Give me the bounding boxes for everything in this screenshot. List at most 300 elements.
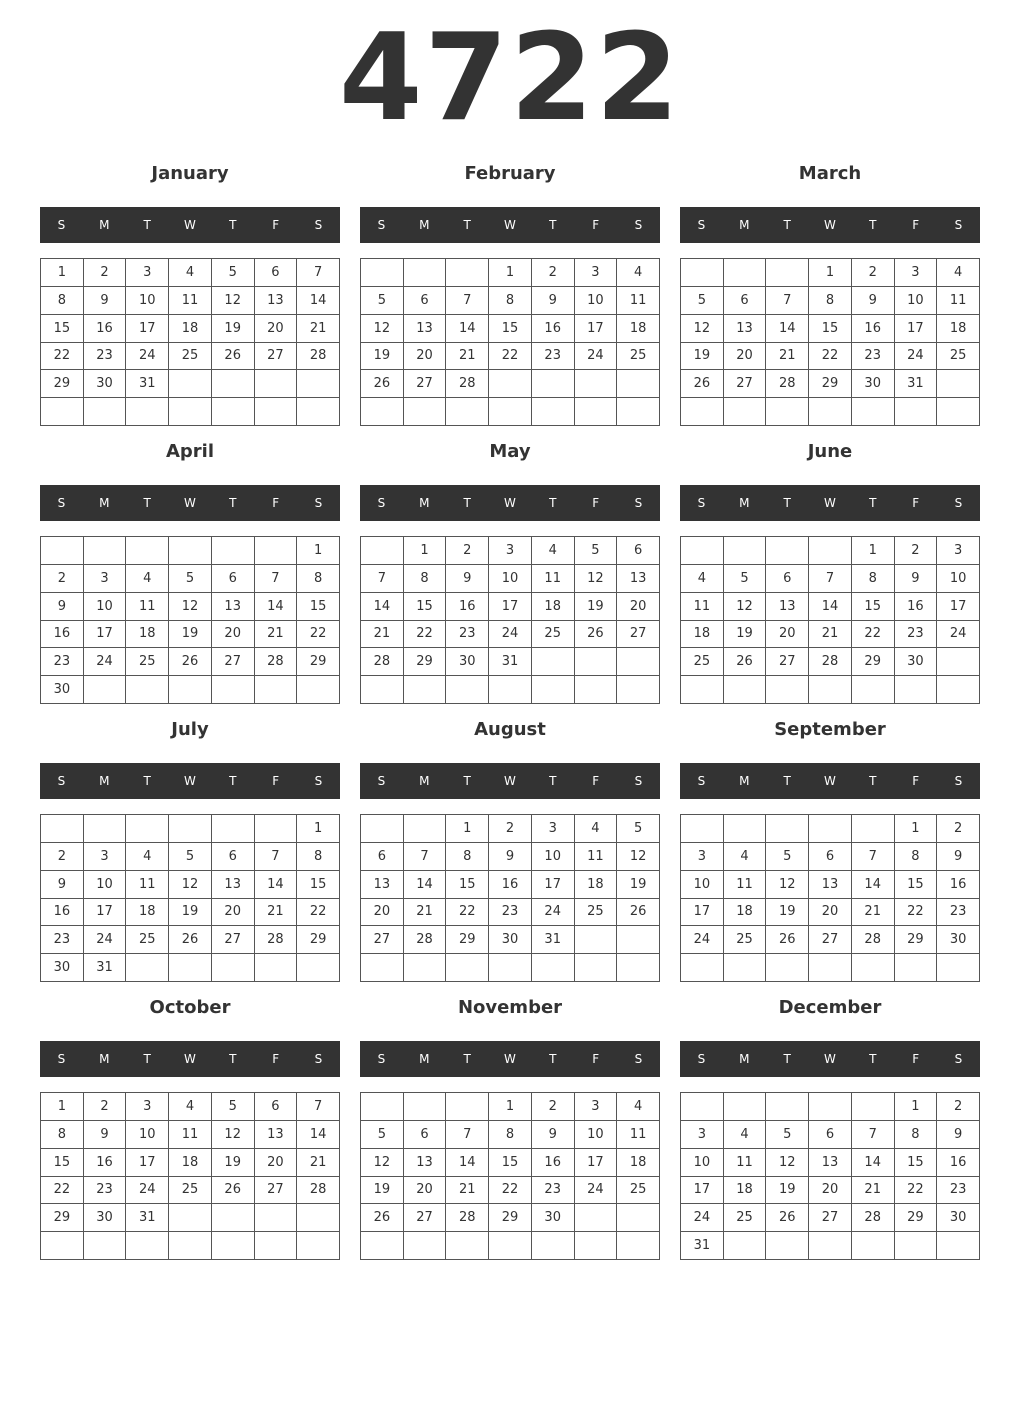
empty-day-cell [724, 954, 767, 982]
empty-day-cell [446, 259, 489, 287]
day-cell: 25 [724, 926, 767, 954]
weekday-header [360, 763, 660, 799]
empty-day-cell [852, 954, 895, 982]
day-cell: 13 [766, 593, 809, 621]
day-cell: 14 [766, 315, 809, 343]
month-name: October [149, 997, 231, 1018]
day-cell: 8 [446, 843, 489, 871]
day-cell: 11 [617, 287, 660, 315]
day-cell: 10 [681, 1149, 724, 1177]
day-cell: 12 [212, 1121, 255, 1149]
empty-day-cell [255, 1232, 298, 1260]
empty-day-cell [766, 1232, 809, 1260]
day-cell: 6 [724, 287, 767, 315]
day-cell: 18 [126, 621, 169, 649]
day-cell: 30 [446, 648, 489, 676]
day-cell: 7 [297, 259, 340, 287]
empty-day-cell [809, 954, 852, 982]
day-cell: 5 [212, 1093, 255, 1121]
day-cell: 23 [41, 926, 84, 954]
day-cell: 9 [41, 871, 84, 899]
day-cell: 20 [809, 899, 852, 927]
day-cell: 10 [937, 565, 980, 593]
day-cell: 11 [575, 843, 618, 871]
empty-day-cell [852, 398, 895, 426]
day-cell: 9 [489, 843, 532, 871]
day-cell: 20 [724, 343, 767, 371]
day-cell: 15 [809, 315, 852, 343]
weekday-label: S [954, 496, 963, 510]
day-cell: 15 [404, 593, 447, 621]
day-cell: 5 [212, 259, 255, 287]
day-cell: 19 [212, 1149, 255, 1177]
empty-day-cell [895, 676, 938, 704]
day-cell: 14 [297, 1121, 340, 1149]
weekday-label: W [504, 496, 516, 510]
day-cell: 19 [361, 1177, 404, 1205]
day-cell: 26 [361, 370, 404, 398]
day-cell: 12 [212, 287, 255, 315]
day-cell: 21 [446, 1177, 489, 1205]
empty-day-cell [617, 676, 660, 704]
day-cell: 30 [84, 370, 127, 398]
day-cell: 7 [852, 843, 895, 871]
day-cell: 4 [126, 565, 169, 593]
day-cell: 19 [766, 1177, 809, 1205]
day-cell: 12 [617, 843, 660, 871]
day-cell: 16 [937, 871, 980, 899]
day-cell: 18 [724, 1177, 767, 1205]
weekday-label: T [229, 1052, 237, 1066]
day-cell: 20 [617, 593, 660, 621]
day-cell: 23 [84, 1177, 127, 1205]
weekday-label: S [57, 1052, 66, 1066]
empty-day-cell [212, 676, 255, 704]
weekday-label: S [377, 774, 386, 788]
weekday-label: S [57, 218, 66, 232]
day-cell: 19 [617, 871, 660, 899]
day-cell: 15 [852, 593, 895, 621]
weekday-label: M [419, 496, 430, 510]
day-cell: 23 [84, 343, 127, 371]
empty-day-cell [937, 370, 980, 398]
day-cell: 26 [169, 648, 212, 676]
day-cell: 28 [255, 648, 298, 676]
day-cell: 7 [446, 287, 489, 315]
day-cell: 19 [575, 593, 618, 621]
day-cell: 5 [681, 287, 724, 315]
day-cell: 14 [446, 315, 489, 343]
day-cell: 28 [446, 1204, 489, 1232]
empty-day-cell [724, 1232, 767, 1260]
weekday-label: T [549, 218, 557, 232]
month-name: November [457, 997, 563, 1018]
empty-day-cell [361, 1093, 404, 1121]
day-cell: 29 [297, 648, 340, 676]
day-cell: 10 [489, 565, 532, 593]
day-cell: 6 [255, 259, 298, 287]
empty-day-cell [681, 1093, 724, 1121]
day-cell: 26 [766, 926, 809, 954]
day-cell: 1 [41, 259, 84, 287]
empty-day-cell [126, 954, 169, 982]
day-cell: 14 [404, 871, 447, 899]
day-cell: 15 [446, 871, 489, 899]
days-grid [40, 1092, 340, 1260]
day-cell: 30 [895, 648, 938, 676]
day-cell: 1 [489, 259, 532, 287]
day-cell: 12 [766, 871, 809, 899]
day-cell: 11 [937, 287, 980, 315]
day-cell: 18 [617, 1149, 660, 1177]
empty-day-cell [84, 815, 127, 843]
empty-day-cell [84, 676, 127, 704]
weekday-label: F [272, 774, 280, 788]
empty-day-cell [446, 954, 489, 982]
day-cell: 29 [446, 926, 489, 954]
day-cell: 14 [809, 593, 852, 621]
empty-day-cell [489, 1232, 532, 1260]
empty-day-cell [532, 398, 575, 426]
empty-day-cell [766, 1093, 809, 1121]
day-cell: 10 [84, 871, 127, 899]
day-cell: 15 [895, 1149, 938, 1177]
empty-day-cell [255, 954, 298, 982]
day-cell: 27 [255, 343, 298, 371]
weekday-label: S [377, 496, 386, 510]
month-name: May [489, 441, 531, 462]
empty-day-cell [809, 1232, 852, 1260]
empty-day-cell [404, 1232, 447, 1260]
day-cell: 27 [809, 926, 852, 954]
weekday-label: M [99, 774, 110, 788]
month-name: March [798, 163, 862, 184]
day-cell: 11 [126, 871, 169, 899]
weekday-label: W [504, 1052, 516, 1066]
empty-day-cell [169, 1204, 212, 1232]
day-cell: 16 [41, 621, 84, 649]
empty-day-cell [895, 1232, 938, 1260]
day-cell: 3 [532, 815, 575, 843]
days-grid [680, 1092, 980, 1260]
weekday-label: S [634, 218, 643, 232]
day-cell: 6 [361, 843, 404, 871]
empty-day-cell [724, 815, 767, 843]
empty-day-cell [681, 676, 724, 704]
month-name: February [464, 163, 556, 184]
day-cell: 17 [489, 593, 532, 621]
day-cell: 19 [766, 899, 809, 927]
day-cell: 17 [575, 1149, 618, 1177]
empty-day-cell [212, 370, 255, 398]
day-cell: 18 [532, 593, 575, 621]
empty-day-cell [404, 676, 447, 704]
day-cell: 7 [297, 1093, 340, 1121]
day-cell: 31 [532, 926, 575, 954]
day-cell: 12 [361, 315, 404, 343]
day-cell: 8 [489, 287, 532, 315]
day-cell: 12 [169, 593, 212, 621]
day-cell: 18 [169, 315, 212, 343]
day-cell: 5 [724, 565, 767, 593]
empty-day-cell [126, 537, 169, 565]
day-cell: 4 [724, 843, 767, 871]
day-cell: 23 [41, 648, 84, 676]
day-cell: 5 [169, 843, 212, 871]
day-cell: 22 [41, 1177, 84, 1205]
day-cell: 26 [212, 343, 255, 371]
day-cell: 22 [41, 343, 84, 371]
day-cell: 16 [489, 871, 532, 899]
day-cell: 3 [575, 259, 618, 287]
weekday-label: W [824, 496, 836, 510]
day-cell: 17 [126, 315, 169, 343]
empty-day-cell [617, 370, 660, 398]
day-cell: 11 [681, 593, 724, 621]
day-cell: 15 [41, 315, 84, 343]
day-cell: 19 [212, 315, 255, 343]
day-cell: 17 [681, 899, 724, 927]
weekday-label: S [314, 1052, 323, 1066]
weekday-label: T [229, 774, 237, 788]
weekday-label: M [739, 774, 750, 788]
day-cell: 21 [809, 621, 852, 649]
day-cell: 25 [724, 1204, 767, 1232]
day-cell: 27 [361, 926, 404, 954]
day-cell: 31 [895, 370, 938, 398]
empty-day-cell [489, 954, 532, 982]
weekday-label: M [419, 218, 430, 232]
day-cell: 13 [404, 315, 447, 343]
weekday-label: W [824, 218, 836, 232]
day-cell: 16 [41, 899, 84, 927]
day-cell: 20 [255, 315, 298, 343]
weekday-label: S [697, 1052, 706, 1066]
day-cell: 22 [489, 1177, 532, 1205]
weekday-label: T [869, 496, 877, 510]
weekday-label: S [314, 496, 323, 510]
day-cell: 2 [41, 843, 84, 871]
days-grid [680, 536, 980, 704]
day-cell: 28 [809, 648, 852, 676]
day-cell: 4 [617, 259, 660, 287]
day-cell: 27 [404, 370, 447, 398]
empty-day-cell [681, 954, 724, 982]
day-cell: 23 [895, 621, 938, 649]
days-grid [360, 258, 660, 426]
weekday-label: W [824, 774, 836, 788]
day-cell: 27 [809, 1204, 852, 1232]
day-cell: 21 [297, 315, 340, 343]
empty-day-cell [212, 815, 255, 843]
empty-day-cell [126, 1232, 169, 1260]
weekday-label: F [272, 218, 280, 232]
day-cell: 2 [937, 1093, 980, 1121]
day-cell: 17 [681, 1177, 724, 1205]
weekday-label: S [314, 774, 323, 788]
day-cell: 7 [255, 843, 298, 871]
weekday-header [40, 763, 340, 799]
day-cell: 24 [895, 343, 938, 371]
day-cell: 9 [84, 287, 127, 315]
day-cell: 5 [169, 565, 212, 593]
empty-day-cell [361, 259, 404, 287]
day-cell: 26 [766, 1204, 809, 1232]
weekday-label: S [634, 496, 643, 510]
day-cell: 25 [169, 1177, 212, 1205]
empty-day-cell [41, 1232, 84, 1260]
weekday-label: S [634, 774, 643, 788]
day-cell: 28 [404, 926, 447, 954]
empty-day-cell [297, 370, 340, 398]
day-cell: 4 [126, 843, 169, 871]
day-cell: 12 [575, 565, 618, 593]
day-cell: 2 [937, 815, 980, 843]
empty-day-cell [212, 954, 255, 982]
day-cell: 31 [489, 648, 532, 676]
empty-day-cell [169, 398, 212, 426]
empty-day-cell [404, 259, 447, 287]
day-cell: 3 [681, 843, 724, 871]
empty-day-cell [766, 259, 809, 287]
weekday-label: M [99, 218, 110, 232]
empty-day-cell [361, 954, 404, 982]
day-cell: 4 [681, 565, 724, 593]
weekday-label: S [377, 1052, 386, 1066]
days-grid [40, 536, 340, 704]
day-cell: 3 [126, 259, 169, 287]
day-cell: 6 [617, 537, 660, 565]
day-cell: 25 [169, 343, 212, 371]
day-cell: 8 [489, 1121, 532, 1149]
empty-day-cell [809, 537, 852, 565]
weekday-label: M [419, 774, 430, 788]
day-cell: 17 [84, 621, 127, 649]
weekday-label: S [954, 1052, 963, 1066]
day-cell: 12 [766, 1149, 809, 1177]
day-cell: 26 [361, 1204, 404, 1232]
empty-day-cell [446, 398, 489, 426]
day-cell: 13 [404, 1149, 447, 1177]
year-title: 4722 [339, 9, 681, 148]
day-cell: 7 [852, 1121, 895, 1149]
day-cell: 1 [446, 815, 489, 843]
empty-day-cell [169, 676, 212, 704]
empty-day-cell [617, 1204, 660, 1232]
day-cell: 25 [617, 343, 660, 371]
empty-day-cell [361, 815, 404, 843]
day-cell: 5 [361, 1121, 404, 1149]
day-cell: 17 [126, 1149, 169, 1177]
weekday-header [40, 1041, 340, 1077]
day-cell: 11 [617, 1121, 660, 1149]
day-cell: 6 [212, 565, 255, 593]
weekday-label: T [869, 218, 877, 232]
weekday-label: F [592, 496, 600, 510]
day-cell: 8 [895, 1121, 938, 1149]
days-grid [680, 258, 980, 426]
empty-day-cell [724, 537, 767, 565]
empty-day-cell [724, 259, 767, 287]
day-cell: 18 [169, 1149, 212, 1177]
weekday-label: S [57, 496, 66, 510]
day-cell: 22 [895, 1177, 938, 1205]
empty-day-cell [126, 398, 169, 426]
empty-day-cell [489, 370, 532, 398]
empty-day-cell [404, 815, 447, 843]
day-cell: 23 [937, 1177, 980, 1205]
weekday-label: M [739, 218, 750, 232]
weekday-label: S [954, 218, 963, 232]
day-cell: 9 [446, 565, 489, 593]
day-cell: 18 [617, 315, 660, 343]
weekday-header [40, 485, 340, 521]
empty-day-cell [852, 1232, 895, 1260]
weekday-label: T [549, 496, 557, 510]
day-cell: 22 [489, 343, 532, 371]
day-cell: 27 [212, 926, 255, 954]
empty-day-cell [126, 676, 169, 704]
weekday-label: W [824, 1052, 836, 1066]
day-cell: 17 [575, 315, 618, 343]
month-name: June [807, 441, 853, 462]
empty-day-cell [532, 648, 575, 676]
empty-day-cell [809, 676, 852, 704]
day-cell: 10 [575, 1121, 618, 1149]
day-cell: 24 [532, 899, 575, 927]
day-cell: 2 [446, 537, 489, 565]
day-cell: 17 [937, 593, 980, 621]
weekday-label: T [229, 218, 237, 232]
day-cell: 10 [895, 287, 938, 315]
empty-day-cell [681, 815, 724, 843]
day-cell: 16 [446, 593, 489, 621]
empty-day-cell [169, 370, 212, 398]
empty-day-cell [617, 1232, 660, 1260]
empty-day-cell [404, 398, 447, 426]
day-cell: 3 [126, 1093, 169, 1121]
empty-day-cell [681, 398, 724, 426]
day-cell: 20 [255, 1149, 298, 1177]
day-cell: 8 [41, 1121, 84, 1149]
day-cell: 21 [297, 1149, 340, 1177]
day-cell: 30 [84, 1204, 127, 1232]
day-cell: 21 [255, 899, 298, 927]
empty-day-cell [212, 1232, 255, 1260]
day-cell: 28 [766, 370, 809, 398]
weekday-label: W [184, 496, 196, 510]
day-cell: 26 [212, 1177, 255, 1205]
day-cell: 10 [84, 593, 127, 621]
day-cell: 11 [724, 1149, 767, 1177]
day-cell: 24 [126, 343, 169, 371]
day-cell: 28 [361, 648, 404, 676]
day-cell: 24 [575, 343, 618, 371]
day-cell: 16 [895, 593, 938, 621]
empty-day-cell [169, 537, 212, 565]
empty-day-cell [617, 954, 660, 982]
day-cell: 13 [809, 871, 852, 899]
day-cell: 10 [575, 287, 618, 315]
empty-day-cell [895, 398, 938, 426]
day-cell: 8 [852, 565, 895, 593]
day-cell: 23 [937, 899, 980, 927]
day-cell: 13 [809, 1149, 852, 1177]
day-cell: 4 [937, 259, 980, 287]
day-cell: 7 [255, 565, 298, 593]
day-cell: 13 [361, 871, 404, 899]
empty-day-cell [937, 954, 980, 982]
